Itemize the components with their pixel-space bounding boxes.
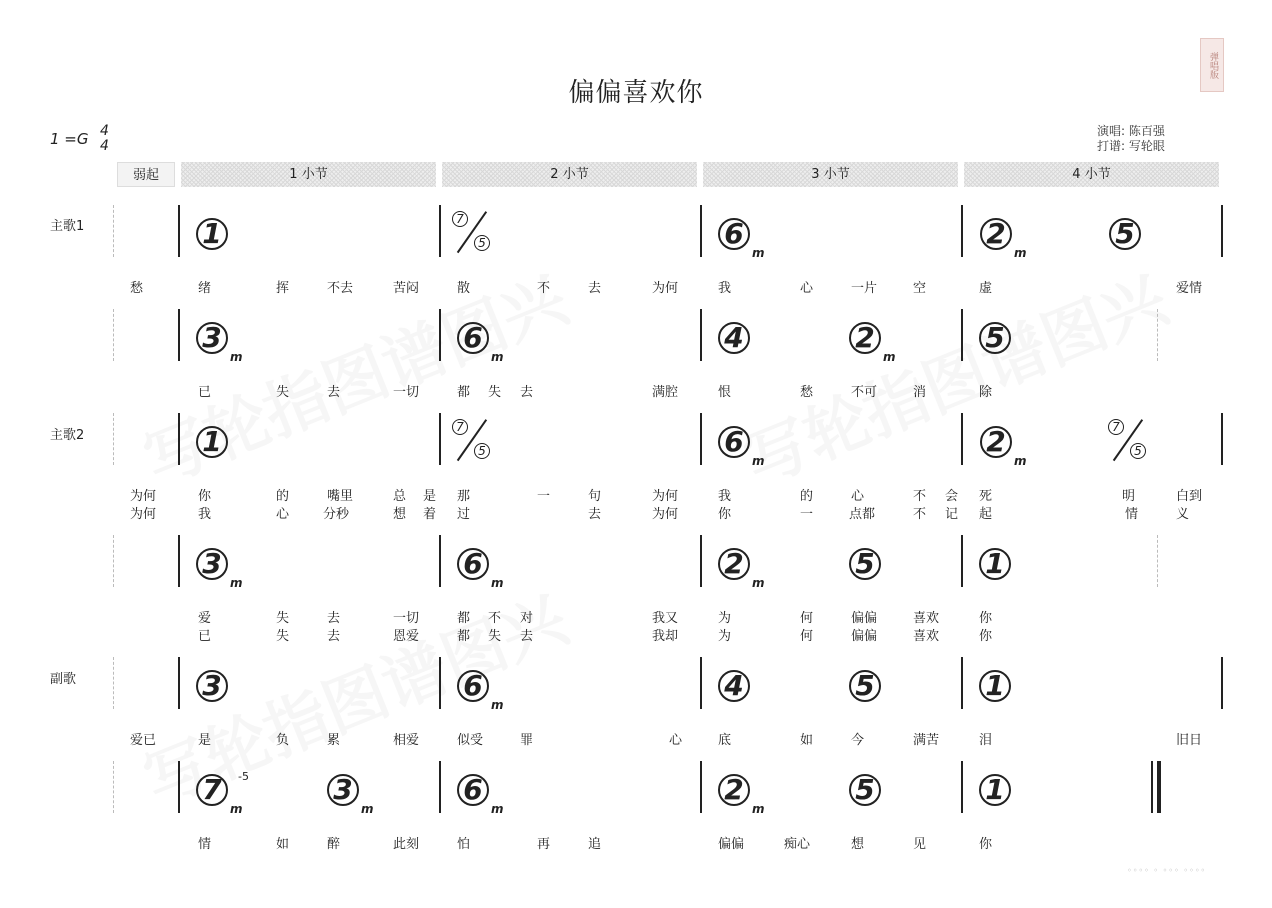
lyric: 为何 xyxy=(652,281,679,296)
bar-line xyxy=(1221,413,1223,465)
lyric: 旧日 xyxy=(1176,733,1203,748)
slash-chord xyxy=(452,209,492,253)
lyric: 总 xyxy=(393,489,407,504)
bar-line xyxy=(700,761,702,813)
section-verse-2: 主歌2 xyxy=(50,428,85,443)
lyric: 怕 xyxy=(457,837,471,852)
lyric: 为何 xyxy=(130,489,157,504)
slash-chord-lower: 5 xyxy=(474,233,490,251)
lyric: 不 xyxy=(488,611,502,626)
lyric: 都 xyxy=(457,385,471,400)
chord xyxy=(457,773,504,816)
lyric-second-verse: 去 xyxy=(327,629,341,644)
chord-quality: m xyxy=(361,802,374,816)
chord-root: 6 xyxy=(718,426,750,458)
lyric: 去 xyxy=(327,611,341,626)
time-signature xyxy=(100,124,109,154)
slash-chord-upper: 7 xyxy=(452,209,468,227)
chord-quality: m xyxy=(752,246,765,260)
slash-chord-upper: 7 xyxy=(1108,417,1124,435)
lyric: 失 xyxy=(276,385,290,400)
measure-header-1: 1 小节 xyxy=(181,162,436,187)
chord-root: 6 xyxy=(457,670,489,702)
lyric: 已 xyxy=(198,385,212,400)
time-signature-top: 4 xyxy=(100,123,109,139)
bar-line xyxy=(439,657,441,709)
lyric: 底 xyxy=(718,733,732,748)
lyric: 偏偏 xyxy=(851,611,878,626)
bar-line xyxy=(439,309,441,361)
lyric-second-verse: 失 xyxy=(276,629,290,644)
slash-chord-lower: 5 xyxy=(474,441,490,459)
bar-line xyxy=(961,309,963,361)
bar-line xyxy=(178,761,180,813)
chord-quality: m xyxy=(752,802,765,816)
lyric: 泪 xyxy=(979,733,993,748)
lyric-second-verse: 起 xyxy=(979,507,993,522)
lyric-second-verse: 已 xyxy=(198,629,212,644)
lyric: 此刻 xyxy=(393,837,420,852)
chord xyxy=(1109,218,1141,248)
lyric: 累 xyxy=(327,733,341,748)
bar-line xyxy=(1221,205,1223,257)
bar-line xyxy=(961,761,963,813)
chord-quality: m xyxy=(491,576,504,590)
lyric: 绪 xyxy=(198,281,212,296)
lyric-second-verse: 你 xyxy=(979,629,993,644)
lyric: 空 xyxy=(913,281,927,296)
chord xyxy=(849,321,896,364)
lyric: 除 xyxy=(979,385,993,400)
lyric: 都 xyxy=(457,611,471,626)
lyric: 心 xyxy=(851,489,865,504)
lyric: 偏偏 xyxy=(718,837,745,852)
lyric: 死 xyxy=(979,489,993,504)
lyric: 见 xyxy=(913,837,927,852)
chord-quality: m xyxy=(491,350,504,364)
bar-line xyxy=(439,205,441,257)
lyric: 对 xyxy=(520,611,534,626)
lyric: 挥 xyxy=(276,281,290,296)
chord-quality: m xyxy=(491,698,504,712)
chord-root: 2 xyxy=(849,322,881,354)
bar-line xyxy=(961,413,963,465)
lyric: 罪 xyxy=(520,733,534,748)
lyric: 虚 xyxy=(979,281,993,296)
lyric: 醉 xyxy=(327,837,341,852)
lyric: 我又 xyxy=(652,611,679,626)
pickup-divider xyxy=(113,205,114,257)
chord-quality: m xyxy=(1014,246,1027,260)
lyric: 消 xyxy=(913,385,927,400)
chord xyxy=(979,774,1011,804)
chord xyxy=(979,670,1011,700)
lyric: 情 xyxy=(198,837,212,852)
lyric: 如 xyxy=(276,837,290,852)
bar-line xyxy=(439,535,441,587)
lyric-second-verse: 偏偏 xyxy=(851,629,878,644)
lyric: 似受 xyxy=(457,733,484,748)
lyric: 是 xyxy=(198,733,212,748)
lyric: 一切 xyxy=(393,611,420,626)
lyric-second-verse: 为 xyxy=(718,629,732,644)
lyric: 如 xyxy=(800,733,814,748)
chord-quality: m xyxy=(230,350,243,364)
chord-quality: m xyxy=(883,350,896,364)
chord xyxy=(849,774,881,804)
footer-mark: ◦◦◦◦ ◦ ◦◦◦ ◦◦◦◦ xyxy=(1127,866,1207,875)
lyric: 苦闷 xyxy=(393,281,420,296)
lyric-second-verse: 去 xyxy=(520,629,534,644)
time-signature-bottom: 4 xyxy=(100,138,109,154)
bar-line xyxy=(439,413,441,465)
lyric-second-verse: 你 xyxy=(718,507,732,522)
measure-header-pickup: 弱起 xyxy=(117,162,175,187)
bar-line xyxy=(439,761,441,813)
bar-line xyxy=(700,657,702,709)
bar-line xyxy=(178,413,180,465)
bar-line xyxy=(178,535,180,587)
repeat-divider xyxy=(1157,309,1158,361)
lyric: 白到 xyxy=(1176,489,1203,504)
slash-chord xyxy=(452,417,492,461)
bar-line xyxy=(700,205,702,257)
lyric: 心 xyxy=(800,281,814,296)
chord-root: 3 xyxy=(196,670,228,702)
lyric-second-verse: 一 xyxy=(800,507,814,522)
measure-header-2: 2 小节 xyxy=(442,162,697,187)
credit-arranger: 打谱: 写轮眼 xyxy=(1097,139,1165,153)
lyric: 爱 xyxy=(198,611,212,626)
bar-line xyxy=(178,309,180,361)
chord-root: 6 xyxy=(457,548,489,580)
bar-line xyxy=(178,657,180,709)
chord xyxy=(327,773,374,816)
stamp: 弹唱版 xyxy=(1200,38,1224,92)
watermark xyxy=(129,249,579,502)
chord-root: 6 xyxy=(457,774,489,806)
chord-root: 5 xyxy=(849,774,881,806)
chord xyxy=(457,321,504,364)
lyric: 的 xyxy=(800,489,814,504)
lyric-second-verse: 想 xyxy=(393,507,407,522)
chord-quality: m xyxy=(1014,454,1027,468)
lyric: 会 xyxy=(945,489,959,504)
chord-root: 4 xyxy=(718,670,750,702)
lyric: 不 xyxy=(913,489,927,504)
pickup-divider xyxy=(113,535,114,587)
lyric: 去 xyxy=(520,385,534,400)
chord xyxy=(849,548,881,578)
chord-root: 1 xyxy=(196,426,228,458)
chord-root: 3 xyxy=(196,322,228,354)
lyric: 一 xyxy=(537,489,551,504)
chord-quality: m xyxy=(230,576,243,590)
lyric-second-verse: 去 xyxy=(588,507,602,522)
chord xyxy=(457,547,504,590)
slash-chord xyxy=(1108,417,1148,461)
lyric: 你 xyxy=(979,611,993,626)
lyric: 我 xyxy=(718,281,732,296)
lyric-second-verse: 都 xyxy=(457,629,471,644)
repeat-divider xyxy=(1157,535,1158,587)
chord xyxy=(718,217,765,260)
chord-root: 1 xyxy=(979,670,1011,702)
lyric: 再 xyxy=(537,837,551,852)
lyric: 不可 xyxy=(851,385,878,400)
chord xyxy=(718,425,765,468)
lyric-second-verse: 义 xyxy=(1176,507,1190,522)
lyric: 句 xyxy=(588,489,602,504)
lyric-second-verse: 过 xyxy=(457,507,471,522)
chord xyxy=(718,322,750,352)
key-signature: 1 =G xyxy=(50,130,89,148)
chord-root: 5 xyxy=(849,670,881,702)
lyric: 的 xyxy=(276,489,290,504)
lyric: 愁 xyxy=(800,385,814,400)
chord-root: 2 xyxy=(980,426,1012,458)
lyric: 爱情 xyxy=(1176,281,1203,296)
credit-singer: 演唱: 陈百强 xyxy=(1097,124,1165,138)
lyric: 我 xyxy=(718,489,732,504)
lyric: 你 xyxy=(979,837,993,852)
chord xyxy=(980,217,1027,260)
chord-root: 2 xyxy=(718,774,750,806)
bar-line xyxy=(961,657,963,709)
bar-line xyxy=(961,535,963,587)
lyric: 恨 xyxy=(718,385,732,400)
lyric: 是 xyxy=(423,489,437,504)
lyric: 喜欢 xyxy=(913,611,940,626)
bar-line xyxy=(178,205,180,257)
lyric: 去 xyxy=(588,281,602,296)
watermark xyxy=(729,249,1179,502)
chord-root: 6 xyxy=(457,322,489,354)
chord-quality: m xyxy=(230,802,243,816)
lyric: 那 xyxy=(457,489,471,504)
chord-root: 5 xyxy=(979,322,1011,354)
lyric: 不 xyxy=(537,281,551,296)
lyric-second-verse: 我却 xyxy=(652,629,679,644)
lyric: 失 xyxy=(488,385,502,400)
chord-quality: m xyxy=(491,802,504,816)
credits xyxy=(1097,124,1165,154)
lyric: 你 xyxy=(198,489,212,504)
chord xyxy=(196,321,243,364)
lyric-second-verse: 恩爱 xyxy=(393,629,420,644)
lyric-second-verse: 失 xyxy=(488,629,502,644)
lyric-second-verse: 不 xyxy=(913,507,927,522)
lyric: 为何 xyxy=(652,489,679,504)
chord-root: 1 xyxy=(196,218,228,250)
chord-root: 1 xyxy=(979,548,1011,580)
chord-root: 1 xyxy=(979,774,1011,806)
lyric: 想 xyxy=(851,837,865,852)
lyric: 相爱 xyxy=(393,733,420,748)
lyric: 失 xyxy=(276,611,290,626)
lyric: 追 xyxy=(588,837,602,852)
lyric-second-verse: 我 xyxy=(198,507,212,522)
measure-header-3: 3 小节 xyxy=(703,162,958,187)
section-chorus: 副歌 xyxy=(50,672,77,687)
chord xyxy=(980,425,1027,468)
chord xyxy=(979,322,1011,352)
lyric: 满腔 xyxy=(652,385,679,400)
chord-root: 5 xyxy=(1109,218,1141,250)
lyric: 愁 xyxy=(130,281,144,296)
lyric: 为 xyxy=(718,611,732,626)
section-verse-1: 主歌1 xyxy=(50,219,85,234)
lyric-second-verse: 着 xyxy=(423,507,437,522)
chord-root: 2 xyxy=(980,218,1012,250)
lyric: 满苦 xyxy=(913,733,940,748)
pickup-divider xyxy=(113,413,114,465)
slash-chord-lower: 5 xyxy=(1130,441,1146,459)
chord-root: 4 xyxy=(718,322,750,354)
chord xyxy=(196,426,228,456)
lyric: 今 xyxy=(851,733,865,748)
chord xyxy=(718,547,765,590)
lyric-second-verse: 情 xyxy=(1125,507,1139,522)
lyric: 一片 xyxy=(851,281,878,296)
pickup-divider xyxy=(113,309,114,361)
chord xyxy=(718,670,750,700)
chord-root: 3 xyxy=(327,774,359,806)
measure-header-4: 4 小节 xyxy=(964,162,1219,187)
chord-quality: m xyxy=(752,576,765,590)
chord-root: 2 xyxy=(718,548,750,580)
lyric-second-verse: 为何 xyxy=(652,507,679,522)
chord xyxy=(196,547,243,590)
bar-line xyxy=(1221,657,1223,709)
lyric-second-verse: 分秒 xyxy=(323,507,350,522)
bar-line xyxy=(700,309,702,361)
lyric-second-verse: 何 xyxy=(800,629,814,644)
pickup-divider xyxy=(113,761,114,813)
final-bar-thin xyxy=(1151,761,1153,813)
bar-line xyxy=(961,205,963,257)
lyric-second-verse: 点都 xyxy=(849,507,876,522)
lyric: 不去 xyxy=(327,281,354,296)
lyric: 嘴里 xyxy=(327,489,354,504)
chord xyxy=(718,773,765,816)
chord xyxy=(196,770,249,816)
lyric: 何 xyxy=(800,611,814,626)
lyric: 痴心 xyxy=(784,837,811,852)
lyric-second-verse: 心 xyxy=(276,507,290,522)
chord-extension: -5 xyxy=(238,770,249,783)
lyric-second-verse: 喜欢 xyxy=(913,629,940,644)
lyric: 去 xyxy=(327,385,341,400)
chord xyxy=(196,670,228,700)
lyric: 负 xyxy=(276,733,290,748)
chord xyxy=(979,548,1011,578)
chord xyxy=(196,218,228,248)
bar-line xyxy=(700,535,702,587)
chord-root: 3 xyxy=(196,548,228,580)
lyric: 明 xyxy=(1122,489,1136,504)
chord-quality: m xyxy=(752,454,765,468)
pickup-divider xyxy=(113,657,114,709)
lyric-second-verse: 为何 xyxy=(130,507,157,522)
lyric-second-verse: 记 xyxy=(945,507,959,522)
bar-line xyxy=(700,413,702,465)
song-title: 偏偏喜欢你 xyxy=(568,78,704,108)
lyric: 心 xyxy=(669,733,683,748)
slash-chord-upper: 7 xyxy=(452,417,468,435)
chord-root: 6 xyxy=(718,218,750,250)
chord xyxy=(849,670,881,700)
chord xyxy=(457,669,504,712)
chord-root: 5 xyxy=(849,548,881,580)
chord-root: 7 xyxy=(196,774,228,806)
lyric: 爱已 xyxy=(130,733,157,748)
lyric: 散 xyxy=(457,281,471,296)
lyric: 一切 xyxy=(393,385,420,400)
final-bar-line xyxy=(1157,761,1161,813)
